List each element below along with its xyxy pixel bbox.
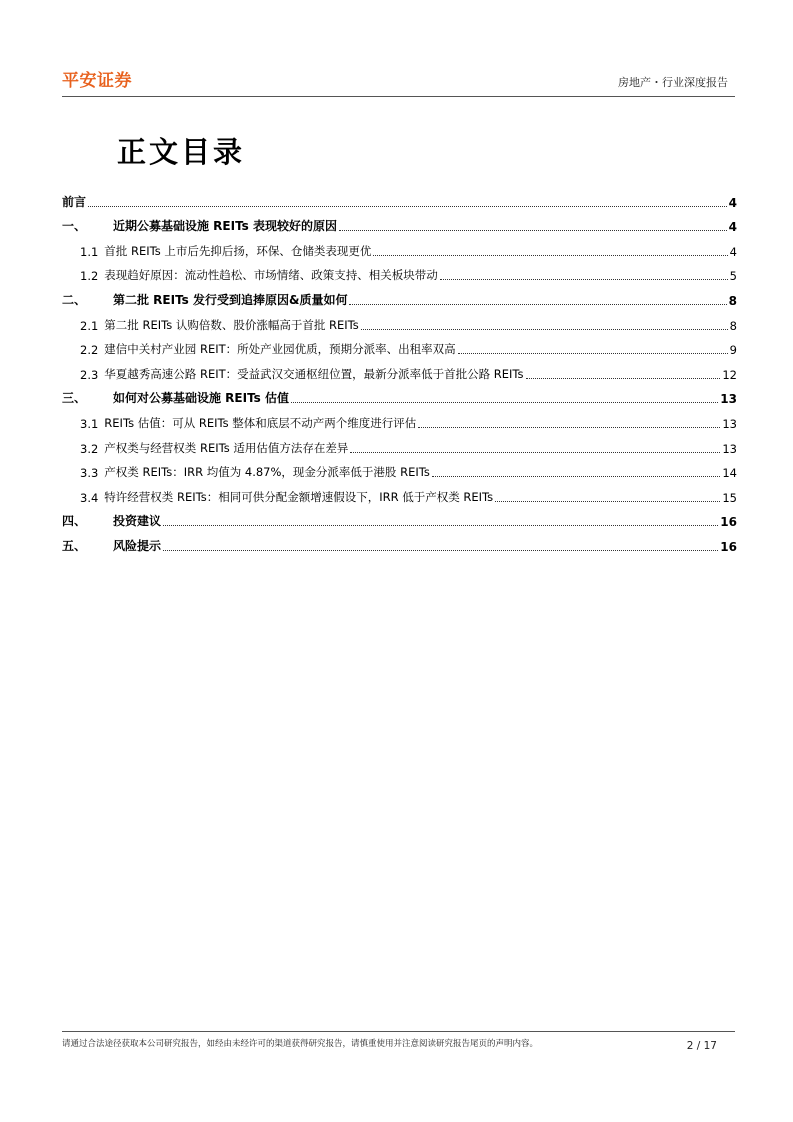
report-type-label: 房地产・行业深度报告: [618, 76, 728, 89]
toc-entry-section-4[interactable]: [62, 505, 737, 530]
toc-entry-preface[interactable]: [62, 185, 737, 210]
toc-entry-number: 3.2: [80, 441, 99, 456]
toc-entry-number: 3.4: [80, 490, 99, 505]
toc-entry-number: 3.1: [80, 416, 99, 431]
toc-entry-page: 12: [722, 367, 737, 382]
toc-entry-number: 四、: [62, 514, 87, 529]
toc-entry-text: 特许经营权类 REITs：相同可供分配金额增速假设下，IRR 低于产权类 REITs: [104, 489, 494, 504]
toc-entry-section-3[interactable]: [62, 382, 737, 407]
toc-leader-dots: [339, 229, 727, 231]
toc-leader-dots: [418, 426, 720, 428]
toc-entry-number: 1.2: [80, 269, 99, 284]
toc-entry-text: 华夏越秀高速公路 REIT：受益武汉交通枢纽位置，最新分派率低于首批公路 REITs: [104, 366, 524, 381]
toc-entry-text: 如何对公募基础设施 REITs 估值: [113, 391, 289, 406]
toc-entry-number: 2.3: [80, 367, 99, 382]
toc-entry-number: 1.1: [80, 244, 99, 259]
toc-leader-dots: [163, 549, 718, 551]
toc-entry-page: 16: [720, 539, 737, 554]
toc-entry-subsection-3-4[interactable]: [62, 480, 737, 505]
toc-entry-page: 13: [722, 441, 737, 456]
toc-entry-number: 二、: [62, 292, 87, 307]
toc-entry-text: 产权类 REITs：IRR 均值为 4.87%，现金分派率低于港股 REITs: [104, 465, 430, 480]
toc-entry-section-2[interactable]: [62, 283, 737, 308]
table-of-contents: [62, 185, 737, 554]
toc-leader-dots: [495, 500, 720, 502]
toc-entry-page: 13: [722, 416, 737, 431]
toc-leader-dots: [291, 401, 718, 403]
footer-divider: [62, 1031, 735, 1032]
toc-leader-dots: [440, 278, 728, 280]
toc-entry-section-1[interactable]: [62, 210, 737, 235]
toc-entry-text: 第二批 REITs 认购倍数、股价涨幅高于首批 REITs: [104, 317, 359, 332]
toc-entry-page: 4: [728, 195, 737, 210]
toc-entry-page: 8: [729, 318, 737, 333]
toc-entry-page: 9: [729, 343, 737, 358]
toc-entry-text: 首批 REITs 上市后先抑后扬，环保、仓储类表现更优: [104, 243, 372, 258]
toc-entry-number: 三、: [62, 391, 87, 406]
toc-entry-number: 3.3: [80, 466, 99, 481]
toc-entry-page: 4: [728, 220, 737, 235]
toc-entry-page: 8: [728, 293, 737, 308]
toc-entry-subsection-3-1[interactable]: [62, 406, 737, 431]
toc-entry-page: 15: [722, 490, 737, 505]
toc-title: 正文目录: [117, 135, 246, 169]
toc-entry-section-5[interactable]: [62, 529, 737, 554]
toc-leader-dots: [349, 303, 726, 305]
toc-entry-subsection-1-2[interactable]: [62, 259, 737, 284]
toc-entry-text: 投资建议: [113, 514, 162, 529]
toc-entry-subsection-2-2[interactable]: [62, 333, 737, 358]
toc-leader-dots: [432, 475, 721, 477]
toc-entry-text: 第二批 REITs 发行受到追捧原因&质量如何: [113, 292, 348, 307]
toc-entry-page: 16: [720, 515, 737, 530]
toc-entry-page: 5: [729, 269, 737, 284]
toc-leader-dots: [350, 451, 720, 453]
toc-entry-subsection-2-1[interactable]: [62, 308, 737, 333]
footer-disclaimer: 请通过合法途径获取本公司研究报告，如经由未经许可的渠道获得研究报告，请慎重使用并注意阅读研究报告尾页的声明内容。: [62, 1039, 539, 1049]
toc-entry-page: 14: [722, 466, 737, 481]
toc-leader-dots: [163, 524, 718, 526]
page-number: 2 / 17: [686, 1040, 717, 1052]
header-divider: [62, 96, 735, 97]
toc-entry-text: 前言: [62, 194, 87, 209]
company-logo: 平安证券: [62, 71, 132, 91]
toc-entry-subsection-1-1[interactable]: [62, 234, 737, 259]
toc-entry-text: 建信中关村产业园 REIT：所处产业园优质，预期分派率、出租率双高: [104, 342, 456, 357]
toc-leader-dots: [361, 328, 728, 330]
toc-entry-subsection-3-3[interactable]: [62, 456, 737, 481]
toc-entry-page: 4: [729, 244, 737, 259]
toc-entry-page: 13: [720, 392, 737, 407]
toc-entry-text: 产权类与经营权类 REITs 适用估值方法存在差异: [104, 440, 349, 455]
toc-entry-subsection-3-2[interactable]: [62, 431, 737, 456]
toc-leader-dots: [526, 377, 721, 379]
toc-leader-dots: [88, 205, 727, 207]
toc-leader-dots: [458, 352, 728, 354]
toc-leader-dots: [373, 254, 727, 256]
toc-entry-subsection-2-3[interactable]: [62, 357, 737, 382]
toc-entry-text: 风险提示: [113, 538, 162, 553]
toc-entry-number: 2.2: [80, 343, 99, 358]
toc-entry-text: 近期公募基础设施 REITs 表现较好的原因: [113, 219, 337, 234]
toc-entry-text: REITs 估值：可从 REITs 整体和底层不动产两个维度进行评估: [104, 415, 417, 430]
toc-entry-number: 五、: [62, 538, 87, 553]
toc-entry-text: 表现趋好原因：流动性趋松、市场情绪、政策支持、相关板块带动: [104, 268, 438, 283]
toc-entry-number: 一、: [62, 219, 87, 234]
toc-entry-number: 2.1: [80, 318, 99, 333]
